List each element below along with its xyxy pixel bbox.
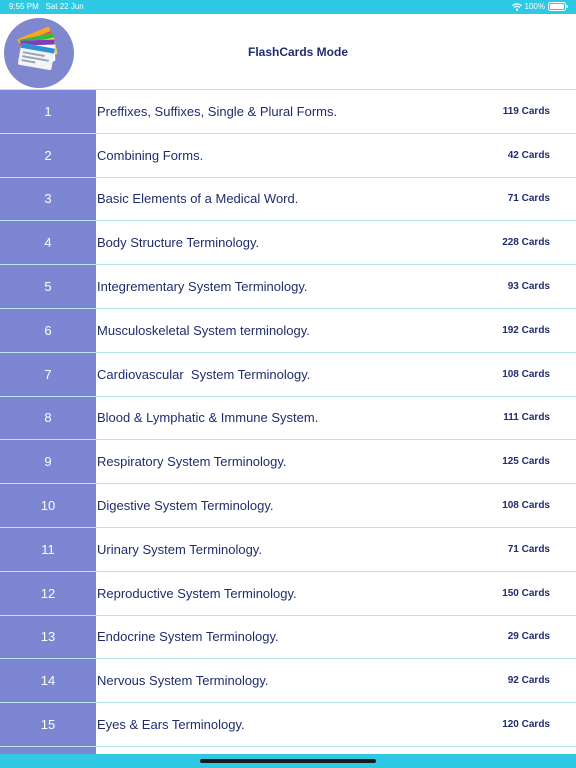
bottom-bar — [0, 754, 576, 768]
deck-number: 15 — [0, 703, 96, 746]
deck-title: Blood & Lymphatic & Immune System. — [97, 410, 319, 426]
deck-number: 4 — [0, 221, 96, 264]
page-title: FlashCards Mode — [247, 45, 349, 59]
deck-title: Digestive System Terminology. — [97, 498, 274, 514]
deck-card-count: 108 Cards — [502, 500, 550, 512]
deck-number: 8 — [0, 397, 96, 440]
deck-row[interactable] — [0, 616, 576, 660]
deck-list — [0, 90, 576, 754]
deck-card-count: 119 Cards — [502, 105, 550, 117]
deck-number: 6 — [0, 309, 96, 352]
deck-card-count: 192 Cards — [502, 324, 550, 336]
deck-row[interactable] — [0, 265, 576, 309]
deck-card-count: 93 Cards — [507, 281, 550, 293]
status-bar — [0, 0, 576, 14]
deck-row[interactable] — [0, 659, 576, 703]
deck-number: 11 — [0, 528, 96, 571]
deck-number: 2 — [0, 134, 96, 177]
deck-card-count: 71 Cards — [507, 543, 550, 555]
deck-title: Combining Forms. — [97, 147, 204, 163]
deck-card-count: 92 Cards — [507, 675, 550, 687]
deck-title: Body Structure Terminology. — [97, 235, 260, 251]
deck-card-count: 71 Cards — [507, 193, 550, 205]
deck-row[interactable] — [0, 397, 576, 441]
deck-number: 7 — [0, 353, 96, 396]
deck-title: Eyes & Ears Terminology. — [97, 717, 245, 733]
deck-number: 5 — [0, 265, 96, 308]
deck-title: Integrementary System Terminology. — [97, 279, 308, 295]
deck-number: 10 — [0, 484, 96, 527]
header — [0, 14, 576, 90]
deck-number — [0, 747, 96, 754]
deck-card-count: 29 Cards — [507, 631, 550, 643]
deck-row[interactable] — [0, 353, 576, 397]
deck-card-count: 120 Cards — [502, 719, 550, 731]
status-indicators — [512, 2, 568, 11]
deck-number: 13 — [0, 616, 96, 659]
deck-row[interactable] — [0, 309, 576, 353]
deck-card-count: 108 Cards — [502, 368, 550, 380]
deck-title: Urinary System Terminology. — [97, 541, 262, 557]
deck-card-count: 111 Cards — [503, 412, 550, 424]
deck-number: 3 — [0, 178, 96, 221]
deck-number: 9 — [0, 440, 96, 483]
deck-title: Nervous System Terminology. — [97, 673, 269, 689]
home-indicator[interactable] — [200, 759, 376, 763]
deck-title: Respiratory System Terminology. — [97, 454, 287, 470]
deck-number: 1 — [0, 90, 96, 133]
deck-row[interactable] — [0, 90, 576, 134]
deck-title: Preffixes, Suffixes, Single & Plural Forms. — [97, 103, 338, 119]
deck-row[interactable] — [0, 703, 576, 747]
wifi-icon — [512, 3, 522, 11]
deck-title: Musculoskeletal System terminology. — [97, 322, 310, 338]
deck-number: 12 — [0, 572, 96, 615]
battery-percent: 100% — [524, 2, 545, 11]
battery-icon — [548, 2, 568, 11]
deck-row-partial[interactable] — [0, 747, 576, 754]
deck-title: Basic Elements of a Medical Word. — [97, 191, 299, 207]
deck-card-count: 125 Cards — [502, 456, 550, 468]
deck-row[interactable] — [0, 572, 576, 616]
deck-row[interactable] — [0, 178, 576, 222]
deck-row[interactable] — [0, 440, 576, 484]
deck-row[interactable] — [0, 134, 576, 178]
deck-row[interactable] — [0, 528, 576, 572]
deck-row[interactable] — [0, 221, 576, 265]
deck-title: Endocrine System Terminology. — [97, 629, 279, 645]
deck-card-count: 150 Cards — [502, 587, 550, 599]
deck-title: Reproductive System Terminology. — [97, 585, 297, 601]
deck-card-count: 42 Cards — [507, 149, 550, 161]
status-time: 9:55 PM Sat 22 Jun — [9, 2, 84, 11]
deck-title: Cardiovascular System Terminology. — [97, 366, 311, 382]
deck-card-count: 228 Cards — [502, 237, 550, 249]
deck-number: 14 — [0, 659, 96, 702]
deck-row[interactable] — [0, 484, 576, 528]
